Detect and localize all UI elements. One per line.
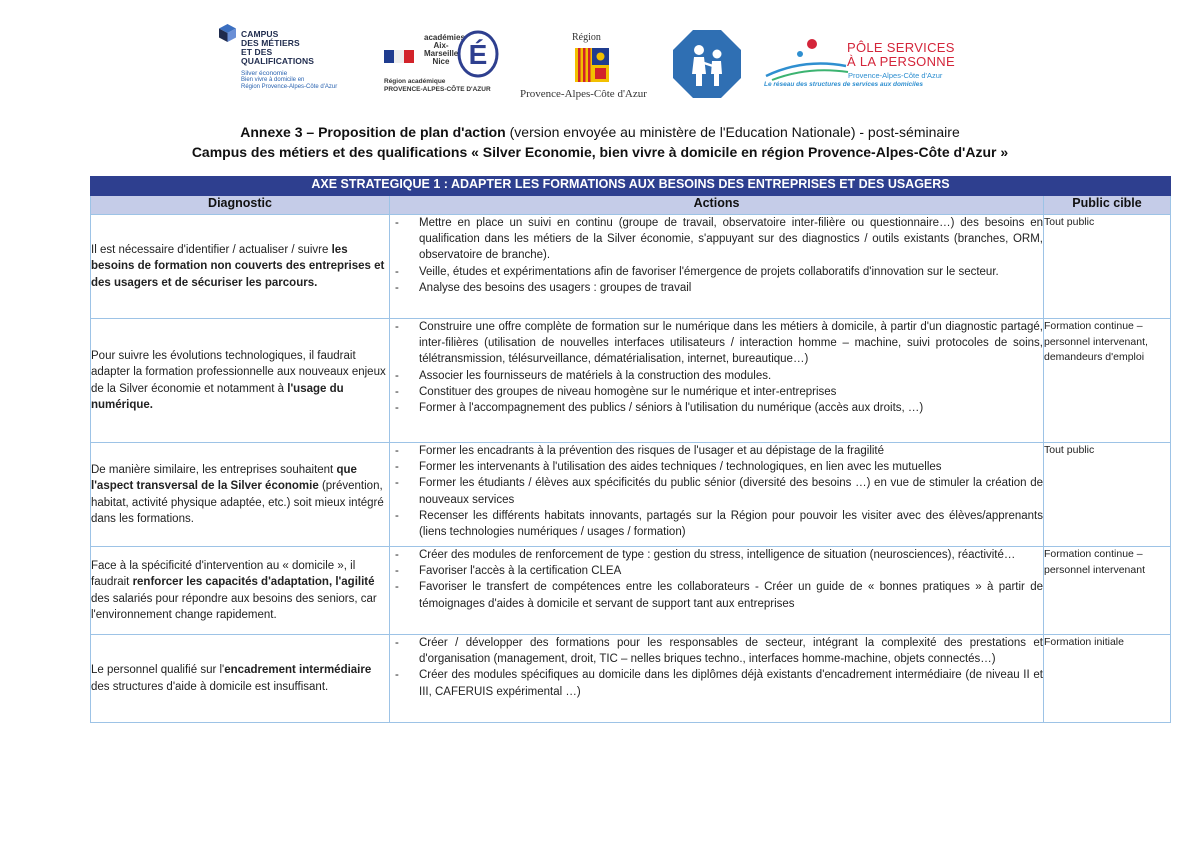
page-title bbox=[0, 124, 1200, 140]
actions-cell bbox=[390, 635, 1044, 723]
region-coat-of-arms-icon bbox=[575, 48, 609, 82]
header-row bbox=[91, 196, 1171, 215]
table-row bbox=[91, 635, 1171, 723]
actions-list bbox=[390, 215, 1043, 296]
action-item: - Favoriser l'accès à la certification CLEA bbox=[390, 563, 1043, 579]
pole-services-logo bbox=[764, 36, 964, 96]
campus-title: CAMPUS DES MÉTIERS ET DES QUALIFICATIONS bbox=[241, 29, 315, 66]
diagnostic-cell: Face à la spécificité d'intervention au « domicile », il faudrait renforcer les capacités d'adaptation, l'agilité des salariés pour répondre aux besoins des seniors, car l'environnement change rapidement. bbox=[91, 547, 390, 635]
action-item: - Former les encadrants à la prévention des risques de l'usager et au dépistage de la fragilité bbox=[390, 443, 1043, 459]
title-normal-part: (version envoyée au ministère de l'Education Nationale) - post-séminaire bbox=[505, 124, 960, 140]
region-name: Provence-Alpes-Côte d'Azur bbox=[520, 88, 647, 100]
octagon-logo bbox=[673, 30, 741, 98]
action-item: - Créer / développer des formations pour les responsables de secteur, intégrant la complexité des prestations et d'organisation (management, droit, TIC – nelles briques techno., interfaces homme-machine, objets connectés…) bbox=[390, 635, 1043, 667]
diagnostic-cell: Le personnel qualifié sur l'encadrement intermédiaire des structures d'aide à domicile est insuffisant. bbox=[91, 635, 390, 723]
actions-cell bbox=[390, 547, 1044, 635]
action-item: - Créer des modules spécifiques au domicile dans les diplômes déjà existants d'encadrement intermédiaire (de niveau II et III, CAFERUIS expérimental …) bbox=[390, 667, 1043, 699]
pole-line2: À LA PERSONNE bbox=[847, 54, 955, 69]
table-row bbox=[91, 215, 1171, 319]
title-bold-part: Annexe 3 – Proposition de plan d'action bbox=[240, 124, 506, 140]
diagnostic-cell: Il est nécessaire d'identifier / actualiser / suivre les besoins de formation non couverts des entreprises et des usagers et de sécuriser les parcours. bbox=[91, 215, 390, 319]
pole-tagline: Le réseau des structures de services aux domiciles bbox=[764, 81, 923, 88]
region-logo bbox=[520, 30, 660, 102]
campus-silver: Silver économie bbox=[241, 70, 288, 77]
actions-list bbox=[390, 319, 1043, 416]
header-actions: Actions bbox=[390, 196, 1044, 215]
actions-list bbox=[390, 635, 1043, 700]
action-item: - Créer des modules de renforcement de type : gestion du stress, intelligence de situation (neurosciences), réactivité… bbox=[390, 547, 1043, 563]
actions-cell bbox=[390, 215, 1044, 319]
table-row bbox=[91, 319, 1171, 443]
region-label: Région bbox=[572, 32, 601, 43]
table-row bbox=[91, 547, 1171, 635]
actions-list bbox=[390, 547, 1043, 612]
academie-e-badge bbox=[456, 30, 500, 78]
public-cell: Formation continue – personnel intervenant, demandeurs d'emploi bbox=[1044, 319, 1171, 443]
action-item: - Construire une offre complète de formation sur le numérique dans les métiers à domicile, à partir d'un diagnostic partagé, inter-filières (utilisation de nouvelles interfaces utilisateurs / interaction homme – machine, suivi protocoles de soins, télétransmission, télésurveillance, dématérialisation, internet, bureautique…) bbox=[390, 319, 1043, 368]
region-academique-name: PROVENCE-ALPES-CÔTE D'AZUR bbox=[384, 86, 491, 93]
academie-e-letter: É bbox=[468, 39, 488, 70]
logo-band bbox=[0, 22, 1200, 102]
public-cell: Tout public bbox=[1044, 443, 1171, 547]
actions-cell bbox=[390, 443, 1044, 547]
action-item: - Former à l'accompagnement des publics / séniors à l'utilisation du numérique (accès aux droits, …) bbox=[390, 400, 1043, 416]
public-cell: Formation initiale bbox=[1044, 635, 1171, 723]
actions-cell bbox=[390, 319, 1044, 443]
public-cell: Tout public bbox=[1044, 215, 1171, 319]
action-item: - Associer les fournisseurs de matériels à la construction des modules. bbox=[390, 368, 1043, 384]
diagnostic-cell: De manière similaire, les entreprises souhaitent que l'aspect transversal de la Silver économie (prévention, habitat, activité physique adaptée, etc.) soit mieux intégré dans les formations. bbox=[91, 443, 390, 547]
diagnostic-cell: Pour suivre les évolutions technologiques, il faudrait adapter la formation professionnelle aux nouveaux enjeux de la Silver économie et notamment à l'usage du numérique. bbox=[91, 319, 390, 443]
action-plan-table bbox=[90, 176, 1171, 723]
campus-logo bbox=[219, 24, 369, 100]
header-diagnostic: Diagnostic bbox=[91, 196, 390, 215]
header-public: Public cible bbox=[1044, 196, 1171, 215]
action-item: - Former les étudiants / élèves aux spécificités du public sénior (diversité des besoins …) en vue de stimuler la création de nouveaux services bbox=[390, 475, 1043, 507]
marianne-flag-icon bbox=[384, 50, 414, 63]
pole-line3: Provence-Alpes-Côte d'Azur bbox=[848, 71, 943, 80]
action-item: - Favoriser le transfert de compétences entre les collaborateurs - Créer un guide de « bonnes pratiques » à partir de témoignages d'aides à domicile et servant de support tant aux entreprises bbox=[390, 579, 1043, 611]
action-item: - Constituer des groupes de niveau homogène sur le numérique et inter-entreprises bbox=[390, 384, 1043, 400]
table-row bbox=[91, 443, 1171, 547]
cube-icon bbox=[219, 24, 236, 42]
action-item: - Former les intervenants à l'utilisation des aides techniques / technologiques, en lien avec les mutuelles bbox=[390, 459, 1043, 475]
axe-row bbox=[91, 177, 1171, 196]
pole-line1: PÔLE SERVICES bbox=[847, 40, 955, 55]
action-item: - Recenser les différents habitats innovants, partagés sur la Région pour pouvoir les visiter avec des élèves/apprenants (liens technologies numériques / usages / formation) bbox=[390, 508, 1043, 540]
actions-list bbox=[390, 443, 1043, 540]
page-subtitle: Campus des métiers et des qualifications « Silver Economie, bien vivre à domicile en région Provence-Alpes-Côte d'Azur » bbox=[191, 144, 1009, 160]
academie-logo bbox=[384, 30, 504, 98]
campus-subtitle: Bien vivre à domicile en Région Provence-Alpes-Côte d'Azur bbox=[241, 77, 338, 90]
action-item: - Veille, études et expérimentations afin de favoriser l'émergence de projets collaboratifs d'innovation sur le secteur. bbox=[390, 264, 1043, 280]
caregiver-octagon-icon bbox=[673, 30, 741, 98]
action-item: - Mettre en place un suivi en continu (groupe de travail, observatoire inter-filière ou questionnaire…) des besoins en qualification dans les métiers de la Silver économie, s'appuyant sur des diagnostics / outils existants (branches, ORM, observatoire de branche). bbox=[390, 215, 1043, 264]
axe-title: AXE STRATEGIQUE 1 : ADAPTER LES FORMATIONS AUX BESOINS DES ENTREPRISES ET DES USAGERS bbox=[91, 177, 1171, 196]
action-item: - Analyse des besoins des usagers : groupes de travail bbox=[390, 280, 1043, 296]
region-academique-label: Région académique bbox=[384, 78, 446, 85]
public-cell: Formation continue – personnel intervenant bbox=[1044, 547, 1171, 635]
academie-name: académies Aix-Marseille Nice bbox=[424, 33, 465, 66]
